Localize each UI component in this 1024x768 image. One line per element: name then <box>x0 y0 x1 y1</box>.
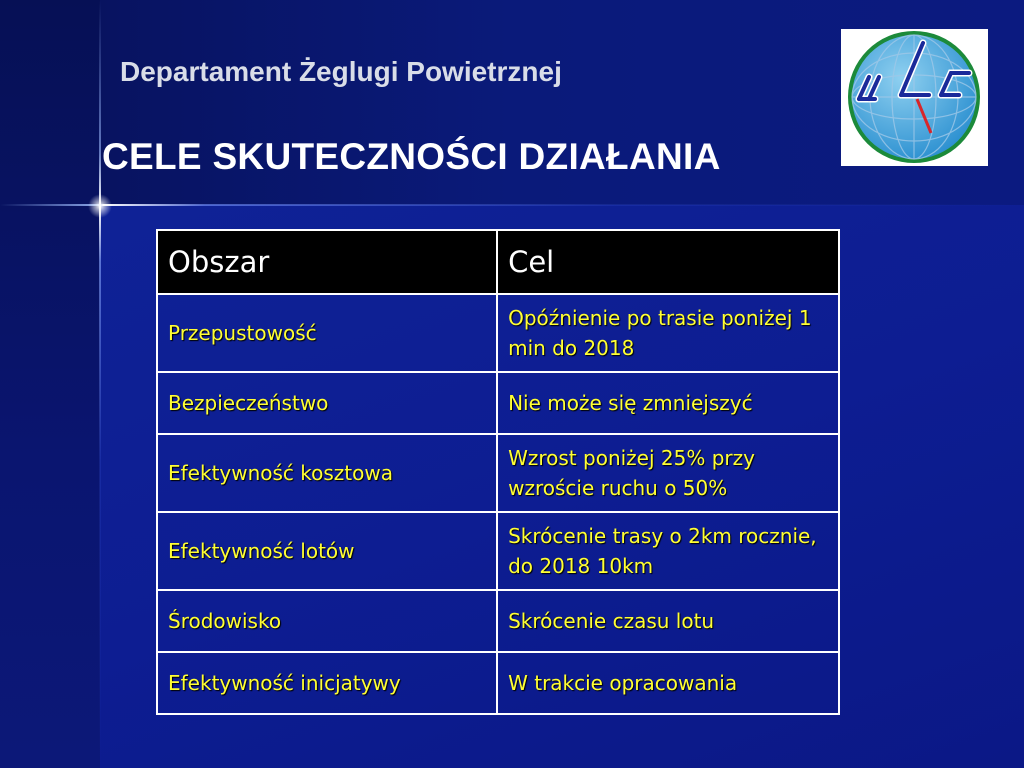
goal-cell: Skrócenie trasy o 2km rocznie, do 2018 10km <box>497 512 839 590</box>
table-row <box>157 512 839 590</box>
table-row <box>157 652 839 714</box>
goal-cell: Wzrost poniżej 25% przy wzroście ruchu o 50% <box>497 434 839 512</box>
goals-table <box>156 229 840 715</box>
table-row <box>157 434 839 512</box>
area-cell: Środowisko <box>157 590 497 652</box>
horizontal-light-line <box>0 204 1024 206</box>
goal-cell: Opóźnienie po trasie poniżej 1 min do 2018 <box>497 294 839 372</box>
area-cell: Efektywność kosztowa <box>157 434 497 512</box>
table-row <box>157 294 839 372</box>
area-cell: Efektywność inicjatywy <box>157 652 497 714</box>
column-header-goal: Cel <box>497 230 839 294</box>
goal-cell: Skrócenie czasu lotu <box>497 590 839 652</box>
table-row <box>157 590 839 652</box>
vertical-light-line <box>99 0 101 768</box>
left-band-background <box>0 0 100 768</box>
goal-cell: Nie może się zmniejszyć <box>497 372 839 434</box>
department-name: Departament Żeglugi Powietrznej <box>120 56 562 87</box>
table-row <box>157 372 839 434</box>
light-flare <box>88 194 112 218</box>
table-header-row <box>157 230 839 294</box>
area-cell: Bezpieczeństwo <box>157 372 497 434</box>
goal-cell: W trakcie opracowania <box>497 652 839 714</box>
ulc-logo-icon <box>841 29 988 166</box>
column-header-area: Obszar <box>157 230 497 294</box>
slide-title: CELE SKUTECZNOŚCI DZIAŁANIA <box>102 136 721 177</box>
area-cell: Przepustowość <box>157 294 497 372</box>
area-cell: Efektywność lotów <box>157 512 497 590</box>
